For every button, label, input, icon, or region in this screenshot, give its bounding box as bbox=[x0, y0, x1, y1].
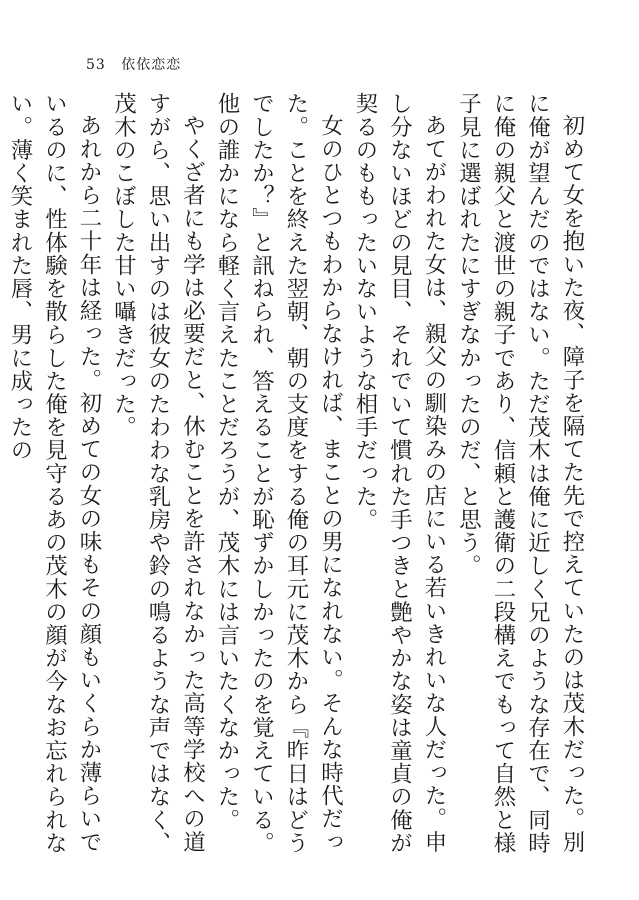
paragraph-3: 女のひとつもわからなければ、まことの男になれない。そんな時代だった。ことを終えた翌朝、朝の支度をする俺の耳元に茂木から『昨日はどうでしたか？』と訊ねられ、答えることが恥ずかしかったのを覚えている。他の誰かになら軽く言えたことだろうが、茂木には言いたくなかった。 bbox=[214, 92, 344, 855]
running-header bbox=[86, 54, 181, 74]
paragraph-1: 初めて女を抱いた夜、障子を隔てた先で控えていたのは茂木だった。別に俺が望んだのではない。ただ茂木は俺に近しく兄のような存在で、同時に俺の親父と渡世の親子であり、信頼と護衛の二段構えでもって自然と様子見に選ばれたにすぎなかったのだ、と思う。 bbox=[455, 92, 585, 855]
paragraph-2: あてがわれた女は、親父の馴染みの店にいる若いきれいな人だった。申し分ないほどの見目、それでいて慣れた手つきと艶やかな姿は童貞の俺が契るのももったいないような相手だった。 bbox=[352, 92, 447, 855]
vertical-body-text bbox=[7, 92, 589, 868]
paragraph-5: あれから二十年は経った。初めての女の味もその顔もいくらか薄らいでいるのに、性体験を散らした俺を見守るあの茂木の顔が今なお忘れられない。薄く笑まれた唇、男に成ったの bbox=[7, 92, 102, 855]
paragraph-4: やくざ者にも学は必要だと、休むことを許されなかった高等学校への道すがら、思い出すのは彼女のたわわな乳房や鈴の鳴るような声ではなく、茂木のこぼした甘い囁きだった。 bbox=[110, 92, 206, 855]
page-number: 53 bbox=[86, 57, 106, 73]
book-title: 依依恋恋 bbox=[121, 57, 182, 73]
